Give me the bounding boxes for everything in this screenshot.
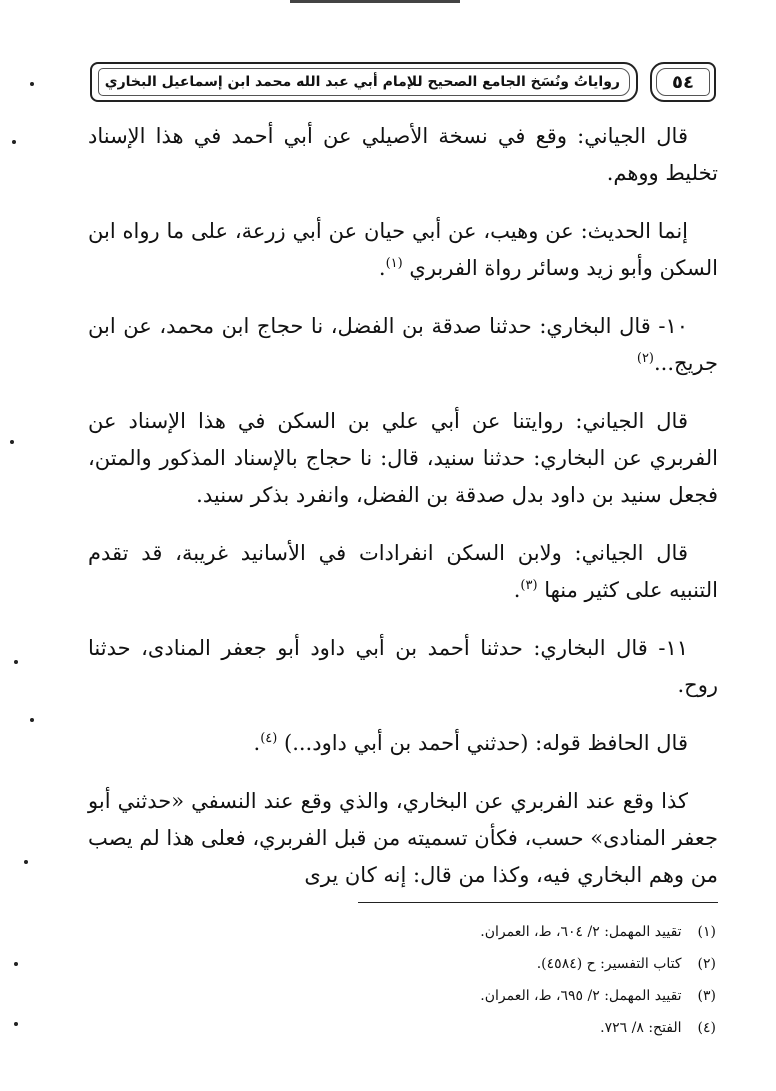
footnote: (٤) الفتح: ٨/ ٧٢٦. <box>600 1020 716 1036</box>
main-text <box>88 118 718 915</box>
title-frame <box>90 62 638 102</box>
scan-mark <box>30 82 34 86</box>
scan-mark <box>14 1022 18 1026</box>
paragraph: قال الجياني: وقع في نسخة الأصيلي عن أبي أحمد في هذا الإسناد تخليط ووهم. <box>88 124 718 185</box>
paragraph: إنما الحديث: عن وهيب، عن أبي حيان عن أبي زرعة، على ما رواه ابن السكن وأبو زيد وسائر رواة الفربري $^{(١)}$. <box>88 219 718 280</box>
paragraph: كذا وقع عند الفربري عن البخاري، والذي وقع عند النسفي «حدثني أبو جعفر المنادى» حسب، فكأن تسميته من قبل الفربري، فعلى هذا لم يصب من وهم البخاري فيه، وكذا من قال: إنه كان يرى <box>88 789 718 887</box>
scan-mark <box>14 660 18 664</box>
footnote-ref: (٤) <box>260 731 278 746</box>
top-edge-line <box>290 0 460 3</box>
footnote-ref: (٣) <box>520 578 538 593</box>
paragraph: ١١- قال البخاري: حدثنا أحمد بن أبي داود أبو جعفر المنادى، حدثنا روح. <box>88 636 718 697</box>
scan-mark <box>12 140 16 144</box>
paragraph: ١٠- قال البخاري: حدثنا صدقة بن الفضل، نا حجاج ابن محمد، عن ابن جريج...$^{(٢)}$ <box>88 314 718 375</box>
footnotes <box>76 916 716 1044</box>
footnote: (٢) كتاب التفسير: ح (٤٥٨٤). <box>536 956 716 972</box>
scan-mark <box>24 860 28 864</box>
footnote: (١) تقييد المهمل: ٢/ ٦٠٤، ط، العمران. <box>480 924 716 940</box>
paragraph: قال الجياني: روايتنا عن أبي علي بن السكن في هذا الإسناد عن الفربري عن البخاري: حدثنا سنيد، قال: نا حجاج بالإسناد المذكور والمتن، فجعل سنيد بن داود بدل صدقة بن الفضل، وانفرد بذكر سنيد. <box>88 409 718 507</box>
page-number: ٥٤ <box>672 71 694 93</box>
paragraph: قال الحافظ قوله: (حدثني أحمد بن أبي داود...) $^{(٤)}$. <box>253 731 688 755</box>
running-header <box>86 62 716 106</box>
scan-mark <box>30 718 34 722</box>
footnote-ref: (١) <box>385 256 403 271</box>
footnote: (٣) تقييد المهمل: ٢/ ٦٩٥، ط، العمران. <box>480 988 716 1004</box>
paragraph: قال الجياني: ولابن السكن انفرادات في الأسانيد غريبة، قد تقدم التنبيه على كثير منها $^{(٣)}$. <box>88 541 718 602</box>
running-title: رواياتُ ونُسَخ الجامع الصحيح للإمام أبي عبد الله محمد ابن إسماعيل البخاري <box>104 74 620 90</box>
footnote-separator <box>358 902 718 903</box>
footnote-ref: (٢) <box>636 351 654 366</box>
scan-mark <box>14 962 18 966</box>
scan-mark <box>10 440 14 444</box>
page-number-frame <box>650 62 716 102</box>
